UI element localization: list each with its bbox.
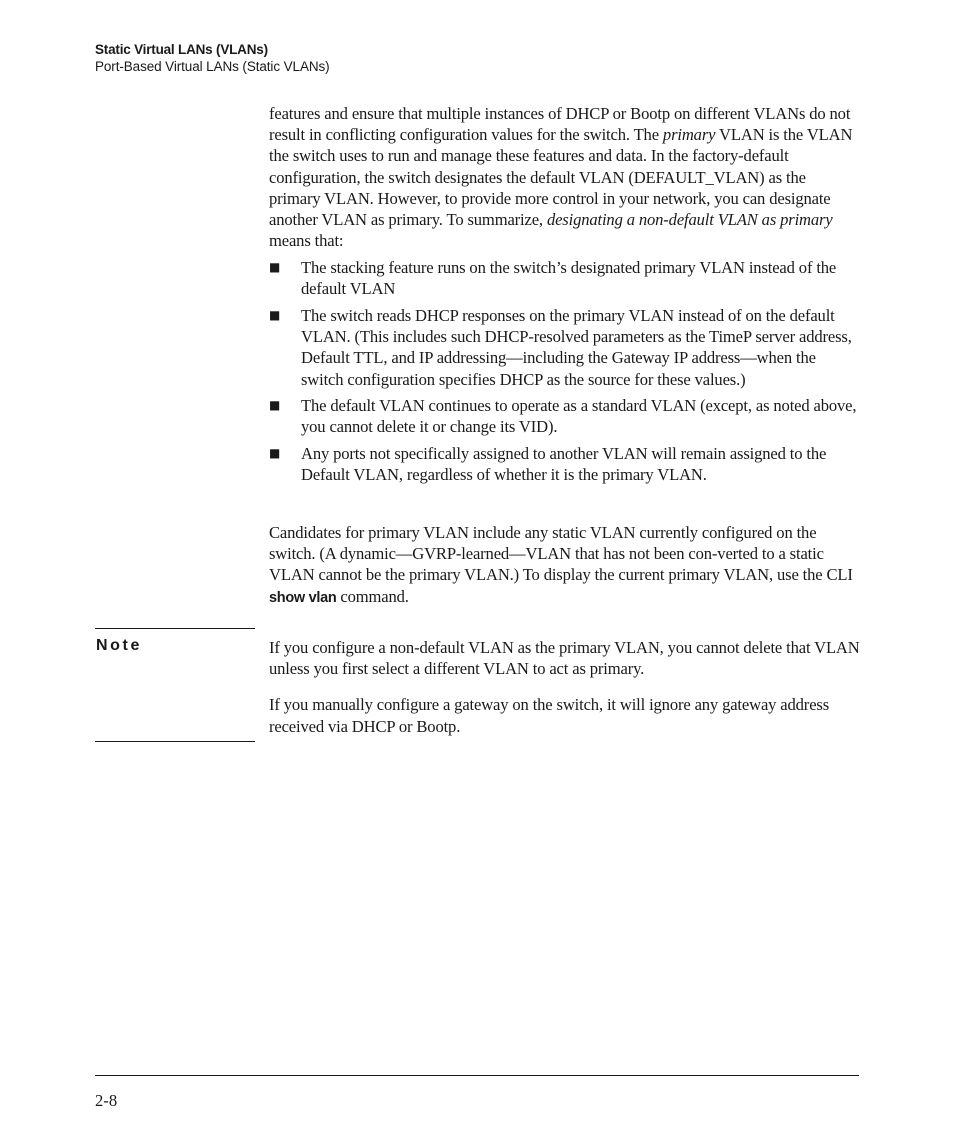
footer-rule [95,1075,859,1076]
list-item [269,443,861,485]
candidates-paragraph [269,522,861,609]
note-paragraph: If you configure a non-default VLAN as the primary VLAN, you cannot delete that VLAN unless you first select a different VLAN to act as primary. [269,638,860,679]
note-top-rule [95,628,255,629]
square-bullet-icon: ■ [269,446,281,461]
intro-text-2: VLAN is the VLAN the switch uses to run and manage these features and data. In the factory-default configuration, the switch designates the default VLAN (DEFAULT_VLAN) as the primary VLAN. However, to provide more control in your network, you can designate another VLAN as primary. To summarize, [269,125,853,230]
intro-emphasis-primary: primary [662,125,716,145]
bullet-list [269,257,861,491]
intro-text-1: features and ensure that multiple instances of DHCP or Bootp on different VLANs do not result in conflicting configuration values for the switch. The [269,104,851,145]
running-header [95,41,330,75]
note-body [269,637,861,737]
intro-text-3: means that: [269,231,344,251]
candidates-text: Candidates for primary VLAN include any static VLAN currently configured on the switch. (A dynamic—GVRP-learned—VLAN that has not been con-verted to a static VLAN cannot be the primary VLAN.) To display the current primary VLAN, use the CLI [269,523,853,585]
square-bullet-icon: ■ [269,307,281,322]
cli-command: show vlan [269,589,337,606]
candidates-suffix: command. [336,586,409,606]
header-chapter-title: Static Virtual LANs (VLANs) [95,42,268,57]
list-item [269,305,861,390]
list-item-text: The default VLAN continues to operate as a standard VLAN (except, as noted above, you cannot delete it or change its VID). [301,396,857,437]
note-label: Note [96,637,142,654]
list-item-text: The switch reads DHCP responses on the primary VLAN instead of on the default VLAN. (This includes such DHCP-resolved parameters as the TimeP server address, Default TTL, and IP addressing—including the Gateway IP address—when the switch configuration specifies DHCP as the source for these values.) [301,305,852,389]
list-item [269,257,861,299]
square-bullet-icon: ■ [269,260,281,274]
note-paragraph: If you manually configure a gateway on the switch, it will ignore any gateway address received via DHCP or Bootp. [269,695,830,736]
note-bottom-rule [95,741,255,742]
list-item [269,395,861,437]
square-bullet-icon: ■ [269,398,281,413]
header-section-title: Port-Based Virtual LANs (Static VLANs) [95,59,330,74]
intro-paragraph [269,103,861,251]
intro-emphasis-designating: designating a non-default VLAN as primary [546,210,833,230]
list-item-text: The stacking feature runs on the switch’s designated primary VLAN instead of the default VLAN [301,258,837,299]
page-number: 2-8 [95,1091,118,1110]
list-item-text: Any ports not specifically assigned to another VLAN will remain assigned to the Default VLAN, regardless of whether it is the primary VLAN. [301,444,827,485]
